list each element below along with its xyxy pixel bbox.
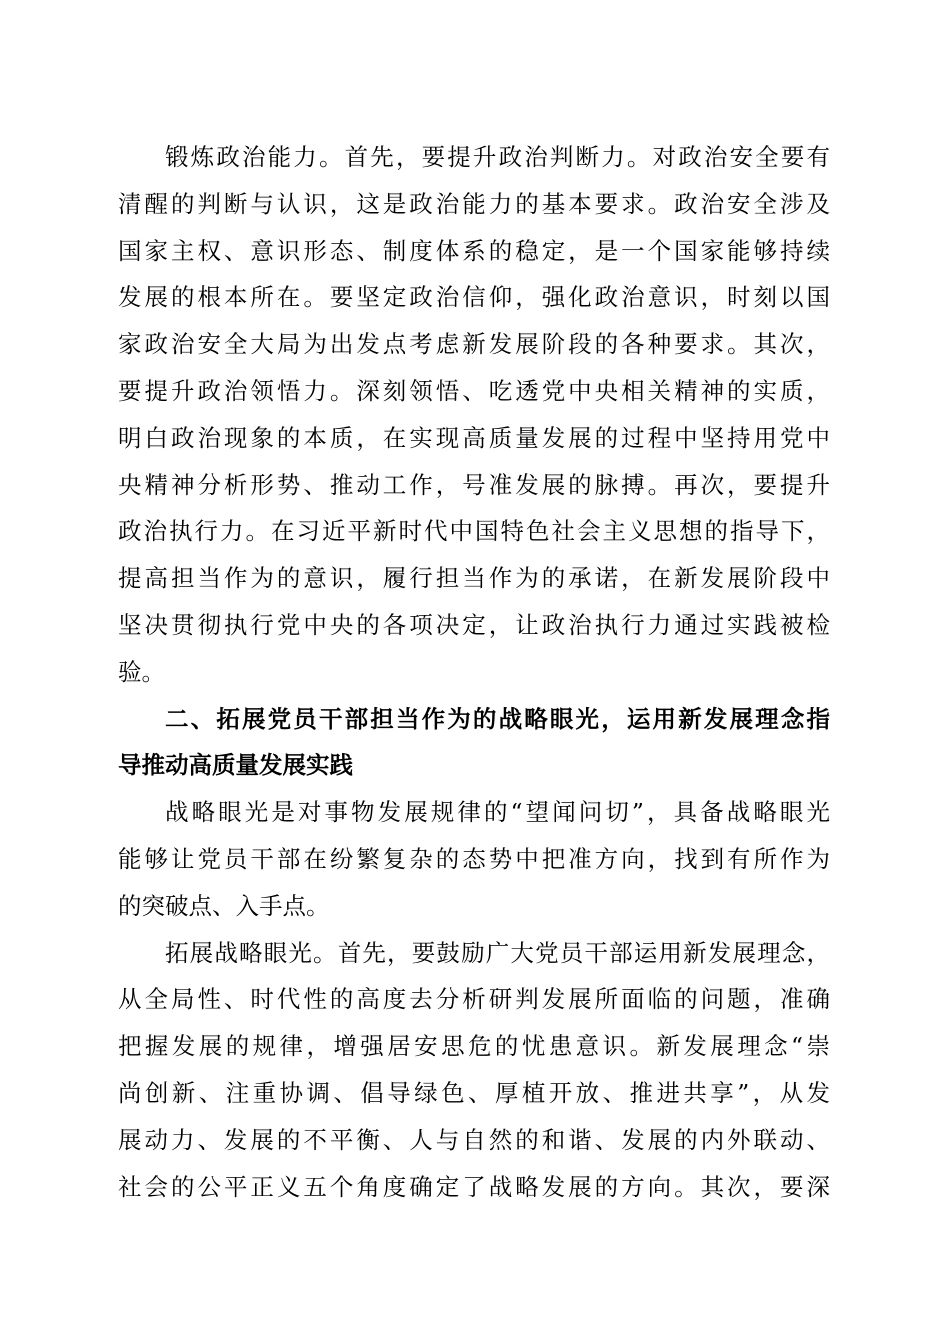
- text-line: 明白政治现象的本质，在实现高质量发展的过程中坚持用党中: [118, 423, 830, 452]
- text-line: 把握发展的规律，增强居安思危的忧患意识。新发展理念“崇: [118, 1032, 830, 1061]
- text-line: 国家主权、意识形态、制度体系的稳定，是一个国家能够持续: [118, 236, 830, 265]
- text-line: 政治执行力。在习近平新时代中国特色社会主义思想的指导下，: [118, 517, 830, 546]
- text-line: 锻炼政治能力。首先，要提升政治判断力。对政治安全要有: [165, 143, 830, 171]
- text-line: 尚创新、注重协调、倡导绿色、厚植开放、推进共享”，从发: [118, 1078, 830, 1107]
- text-line: 社会的公平正义五个角度确定了战略发展的方向。其次，要深: [118, 1172, 830, 1201]
- text-line: 验。: [118, 657, 165, 686]
- paragraph-political-ability: [118, 134, 830, 696]
- document-page: [118, 134, 830, 1210]
- text-line: 提高担当作为的意识，履行担当作为的承诺，在新发展阶段中: [118, 564, 830, 593]
- text-line: 央精神分析形势、推动工作，号准发展的脉搏。再次，要提升: [118, 470, 830, 499]
- text-line: 要提升政治领悟力。深刻领悟、吃透党中央相关精神的实质，: [118, 376, 830, 405]
- text-line: 展动力、发展的不平衡、人与自然的和谐、发展的内外联动、: [118, 1125, 830, 1154]
- section-heading: [118, 696, 830, 790]
- heading-line: 二、拓展党员干部担当作为的战略眼光，运用新发展理念指: [165, 704, 830, 733]
- text-line: 能够让党员干部在纷繁复杂的态势中把准方向，找到有所作为: [118, 844, 830, 873]
- heading-line: 导推动高质量发展实践: [118, 751, 353, 780]
- text-line: 发展的根本所在。要坚定政治信仰，强化政治意识，时刻以国: [118, 283, 830, 312]
- text-line: 从全局性、时代性的高度去分析研判发展所面临的问题，准确: [118, 985, 830, 1014]
- text-line: 清醒的判断与认识，这是政治能力的基本要求。政治安全涉及: [118, 189, 830, 218]
- text-line: 的突破点、入手点。: [118, 891, 330, 920]
- text-line: 战略眼光是对事物发展规律的“望闻问切”，具备战略眼光: [165, 798, 830, 827]
- paragraph-expand-strategic-vision: [118, 930, 830, 1211]
- paragraph-strategic-vision-intro: [118, 789, 830, 929]
- text-line: 坚决贯彻执行党中央的各项决定，让政治执行力通过实践被检: [118, 610, 830, 639]
- text-line: 家政治安全大局为出发点考虑新发展阶段的各种要求。其次，: [118, 330, 830, 359]
- text-line: 拓展战略眼光。首先，要鼓励广大党员干部运用新发展理念，: [165, 938, 830, 967]
